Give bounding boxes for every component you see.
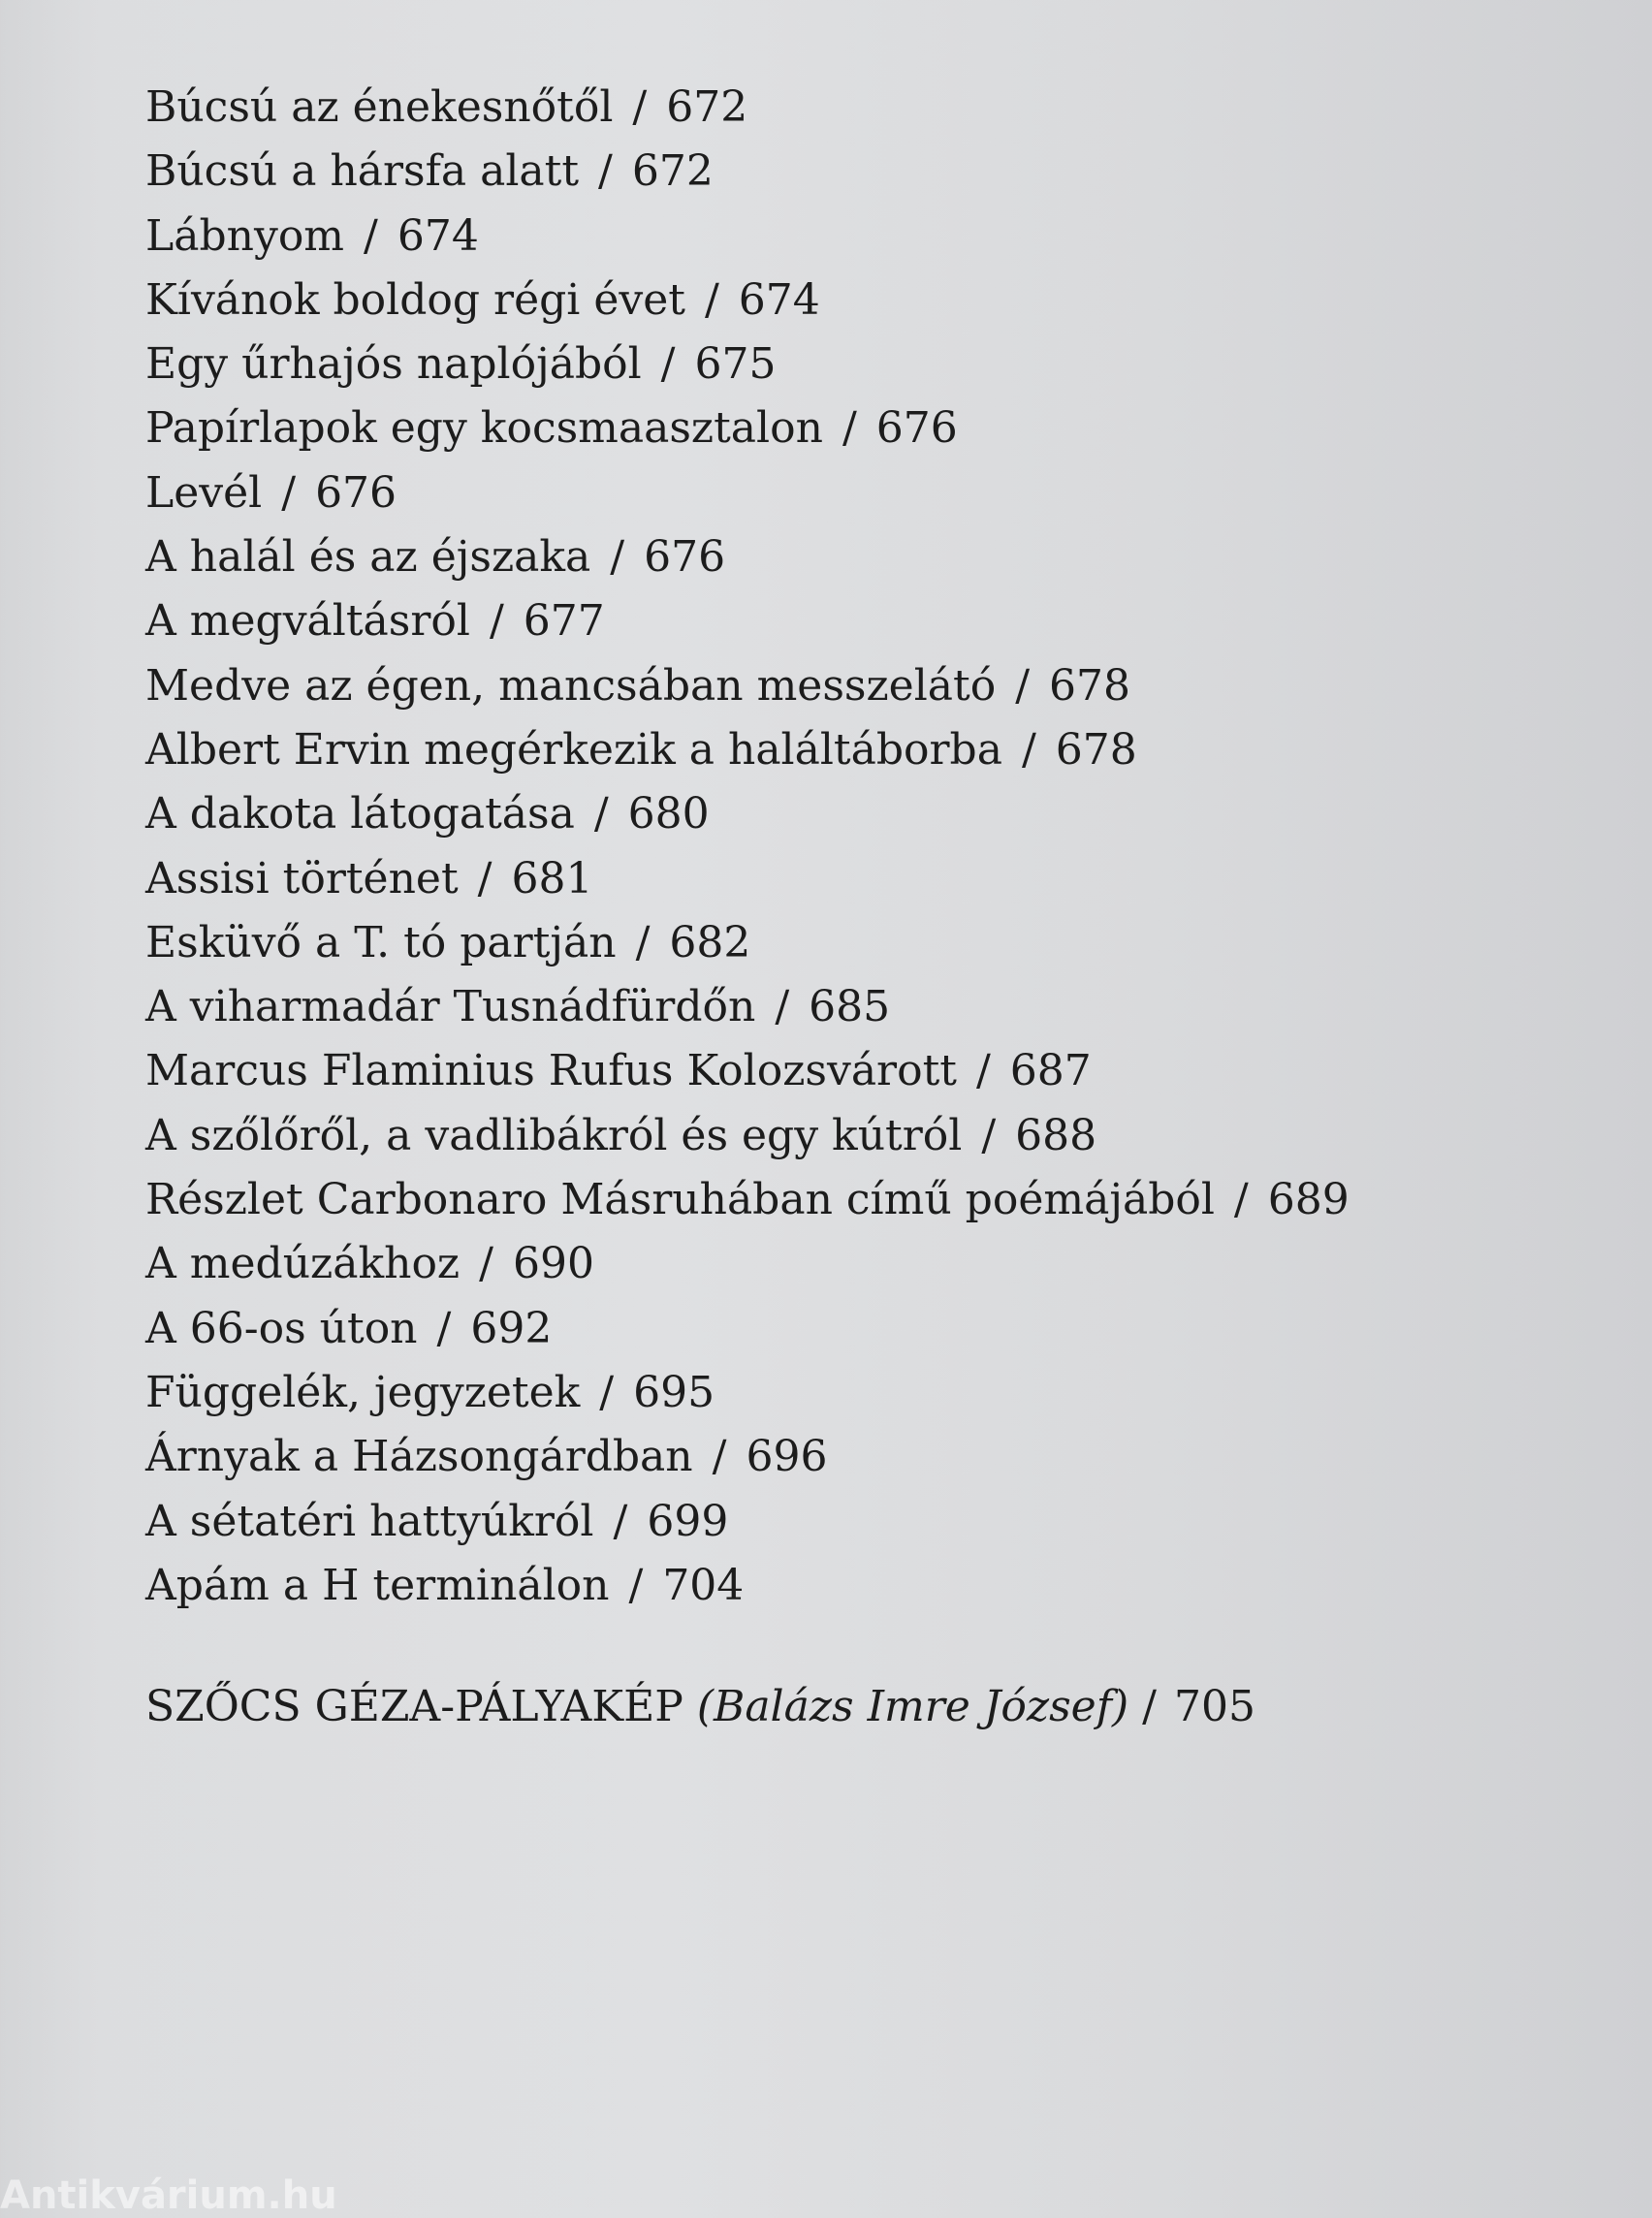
toc-entry-title: Függelék, jegyzetek: [145, 1367, 581, 1417]
toc-entry-page-number: 704: [662, 1560, 745, 1610]
toc-entry-title: Marcus Flaminius Rufus Kolozsvárott: [145, 1046, 957, 1096]
toc-entry-page-number: 676: [315, 467, 397, 518]
toc-entry-page-number: 678: [1055, 724, 1137, 775]
toc-entry-separator: /: [660, 339, 676, 390]
toc-entry-page-number: 681: [511, 853, 593, 903]
toc-entry-title: A sétatéri hattyúkról: [145, 1496, 594, 1546]
toc-entry-separator: /: [704, 274, 719, 325]
toc-entry: [145, 333, 1406, 396]
toc-entry-separator: /: [842, 403, 857, 454]
toc-entry-separator: /: [613, 1496, 628, 1546]
watermark-text: Antikvárium.hu: [0, 2173, 337, 2218]
profile-entry: [145, 1675, 1255, 1739]
toc-entry-page-number: 672: [631, 146, 714, 197]
toc-entry-page-number: 676: [875, 403, 958, 454]
toc-entry: [145, 589, 1406, 653]
profile-separator: /: [1142, 1682, 1157, 1731]
toc-entry: [145, 1554, 1406, 1618]
toc-entry-page-number: 676: [644, 532, 726, 583]
toc-entry-title: Búcsú az énekesnőtől: [145, 82, 614, 132]
toc-entry: [145, 1168, 1406, 1232]
toc-entry-title: Apám a H terminálon: [145, 1560, 610, 1610]
toc-entry-page-number: 685: [809, 982, 891, 1032]
toc-entry-title: Árnyak a Házsongárdban: [145, 1432, 693, 1482]
toc-entry-page-number: 688: [1015, 1110, 1097, 1160]
toc-entry-title: A dakota látogatása: [145, 789, 575, 840]
toc-entry-title: Assisi történet: [145, 853, 459, 903]
toc-entry-separator: /: [775, 982, 790, 1032]
toc-entry-separator: /: [628, 1560, 644, 1610]
toc-entry-separator: /: [610, 532, 625, 583]
toc-entry: [145, 1039, 1406, 1103]
toc-entry-page-number: 696: [746, 1432, 828, 1482]
toc-entry-separator: /: [598, 146, 613, 197]
toc-entry-title: A szőlőről, a vadlibákról és egy kútról: [145, 1110, 963, 1160]
toc-entry-separator: /: [632, 82, 648, 132]
toc-entry-separator: /: [477, 853, 492, 903]
toc-entry-page-number: 678: [1049, 660, 1130, 711]
toc-entry-title: A viharmadár Tusnádfürdőn: [145, 982, 756, 1032]
toc-entry: [145, 847, 1406, 911]
toc-entry-page-number: 677: [523, 596, 605, 647]
toc-entry-separator: /: [1021, 724, 1036, 775]
toc-entry-page-number: 675: [694, 339, 777, 390]
toc-entry-title: Részlet Carbonaro Másruhában című poémájából: [145, 1175, 1215, 1225]
toc-entry-title: Papírlapok egy kocsmaasztalon: [145, 403, 823, 454]
toc-entry-title: Levél: [145, 467, 263, 518]
toc-entry-title: Medve az égen, mancsában messzelátó: [145, 660, 997, 711]
toc-entry-title: Egy űrhajós naplójából: [145, 339, 642, 390]
toc-entry-page-number: 682: [669, 917, 751, 967]
toc-entry: [145, 396, 1406, 460]
toc-entry-page-number: 699: [647, 1496, 729, 1546]
toc-entry-title: A medúzákhoz: [145, 1239, 461, 1289]
toc-entry-page-number: 674: [738, 274, 820, 325]
toc-entry-title: Kívánok boldog régi évet: [145, 274, 685, 325]
toc-entry: [145, 911, 1406, 975]
toc-entry-page-number: 689: [1267, 1175, 1350, 1225]
toc-entry-page-number: 692: [470, 1303, 553, 1353]
toc-entry-separator: /: [593, 789, 609, 840]
toc-entry-page-number: 680: [627, 789, 710, 840]
toc-entry: [145, 1297, 1406, 1361]
toc-entry-title: A halál és az éjszaka: [145, 532, 591, 583]
toc-entry-separator: /: [599, 1367, 615, 1417]
toc-entry-title: Lábnyom: [145, 210, 345, 261]
toc-entry-title: A megváltásról: [145, 596, 470, 647]
toc-entry: [145, 1490, 1406, 1554]
toc-entry-title: Búcsú a hársfa alatt: [145, 146, 580, 197]
toc-entry-separator: /: [364, 210, 378, 261]
toc-entry-separator: /: [635, 917, 651, 967]
profile-page-number: 705: [1173, 1682, 1255, 1731]
table-of-contents: [145, 76, 1406, 1618]
profile-author: (Balázs Imre József): [696, 1682, 1129, 1731]
toc-entry: [145, 205, 1406, 269]
toc-entry-title: Albert Ervin megérkezik a haláltáborba: [145, 724, 1002, 775]
toc-entry: [145, 654, 1406, 718]
toc-entry: [145, 1232, 1406, 1296]
toc-entry: [145, 76, 1406, 140]
toc-entry: [145, 1361, 1406, 1425]
toc-entry: [145, 269, 1406, 333]
profile-title: SZŐCS GÉZA-PÁLYAKÉP: [145, 1682, 683, 1731]
toc-entry-separator: /: [479, 1239, 493, 1289]
toc-entry: [145, 461, 1406, 525]
toc-entry-separator: /: [975, 1046, 991, 1096]
toc-entry: [145, 1425, 1406, 1489]
toc-entry-page-number: 695: [633, 1367, 715, 1417]
toc-entry: [145, 975, 1406, 1039]
toc-entry: [145, 140, 1406, 204]
toc-entry-separator: /: [1233, 1175, 1249, 1225]
toc-entry-separator: /: [436, 1303, 452, 1353]
toc-entry-separator: /: [1015, 660, 1031, 711]
toc-entry-separator: /: [489, 596, 504, 647]
toc-entry-page-number: 687: [1009, 1046, 1092, 1096]
toc-entry: [145, 1104, 1406, 1168]
toc-entry-page-number: 690: [512, 1239, 594, 1289]
toc-entry-page-number: 674: [397, 210, 479, 261]
toc-entry-separator: /: [981, 1110, 997, 1160]
toc-entry-separator: /: [712, 1432, 727, 1482]
toc-entry-separator: /: [281, 467, 297, 518]
toc-entry: [145, 718, 1406, 782]
toc-entry: [145, 525, 1406, 589]
toc-entry-title: Esküvő a T. tó partján: [145, 917, 617, 967]
toc-entry-title: A 66-os úton: [145, 1303, 418, 1353]
toc-entry: [145, 782, 1406, 846]
toc-entry-page-number: 672: [666, 82, 748, 132]
